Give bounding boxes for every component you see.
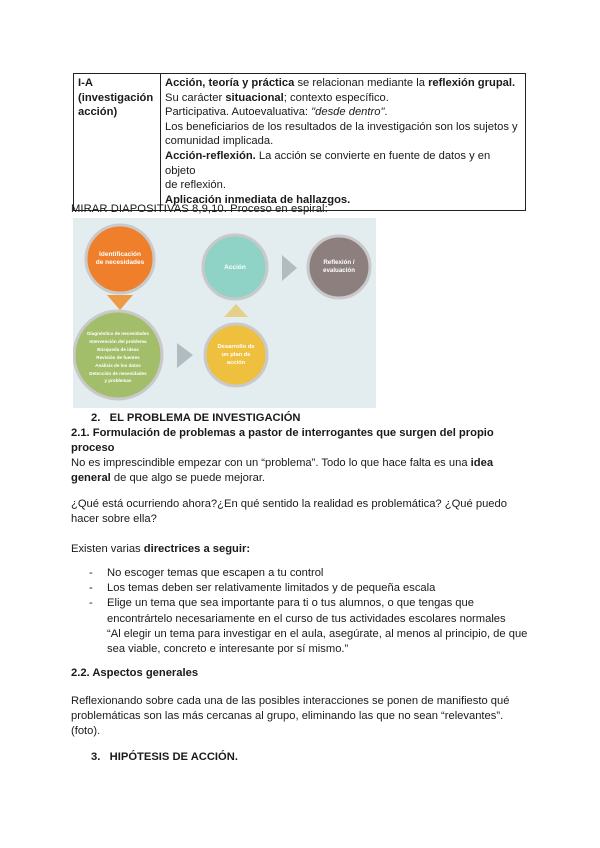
- title-line: proceso: [71, 442, 115, 455]
- circle-text: un plan de: [221, 352, 251, 358]
- circle-text: Revisión de fuentes: [96, 355, 140, 360]
- bold-text: directrices a seguir:: [143, 543, 251, 555]
- section-3-heading: [91, 750, 238, 765]
- plain-text: Su carácter: [165, 91, 226, 104]
- list-item: [71, 596, 551, 657]
- paragraph-line: problemáticas son las más cercanas al grupo, eliminando las que no sean “relevantes”.: [71, 710, 504, 723]
- paragraph-line: Reflexionando sobre cada una de las posibles interacciones se ponen de manifiesto qué: [71, 695, 510, 707]
- list-item-text: No escoger temas que escapen a tu control: [107, 567, 324, 579]
- paragraph-directrices: [71, 542, 250, 557]
- table-content-cell: [161, 74, 526, 211]
- circle-text: Acción: [224, 264, 246, 271]
- circle-text: Diagnóstico de necesidades: [87, 331, 149, 336]
- paragraph-line: hacer sobre ella?: [71, 513, 157, 526]
- bold-text: general: [71, 472, 111, 485]
- plain-text: .: [384, 106, 388, 119]
- directrices-list: [71, 566, 551, 657]
- table-row: [74, 74, 526, 211]
- circle-text: de necesidades: [95, 259, 145, 266]
- bold-text: Acción, teoría y práctica: [165, 77, 295, 89]
- plain-text: de que algo se puede mejorar.: [110, 472, 266, 485]
- paragraph-idea-general: [71, 456, 493, 486]
- table-line: [165, 149, 521, 178]
- list-item-text: sea viable, concreto e interesante por sí mismo.”: [107, 643, 349, 656]
- spiral-diagram: [73, 218, 376, 408]
- table-label-line: acción): [78, 106, 118, 119]
- dash-bullet: -: [89, 597, 93, 610]
- arrow-down-icon: [107, 295, 133, 310]
- paragraph-aspectos: [71, 694, 509, 740]
- paragraph-line: ¿Qué está ocurriendo ahora?¿En qué sentido la realidad es problemática? ¿Qué puedo: [71, 498, 507, 510]
- circle-text: y problemas: [104, 378, 132, 383]
- subsection-2-2-title: 2.2. Aspectos generales: [71, 667, 199, 679]
- list-item: [71, 581, 551, 596]
- table-line: comunidad implicada.: [165, 135, 274, 148]
- arrow-up-icon: [224, 304, 248, 317]
- circle-text: Reflexión /: [323, 259, 355, 266]
- arrow-right-icon: [177, 343, 193, 368]
- table-label-line: (investigación: [78, 91, 154, 104]
- plain-text: Participativa. Autoevaluativa:: [165, 106, 312, 119]
- section-number: 3.: [91, 751, 101, 763]
- dash-list: [71, 566, 551, 657]
- paragraph-line: [71, 456, 493, 471]
- plain-text: No es imprescindible empezar con un “problema”. Todo lo que hace falta es una: [71, 457, 471, 469]
- bold-text: Aplicación inmediata de hallazgos.: [165, 193, 351, 206]
- list-item-text: Los temas deben ser relativamente limitados y de pequeña escala: [107, 582, 436, 595]
- table-line: Los beneficiarios de los resultados de la investigación son los sujetos y: [165, 120, 518, 133]
- subsection-2-1-title: [71, 426, 494, 456]
- circle-text: Identificación: [99, 251, 141, 258]
- section-2-heading: [91, 411, 301, 426]
- circle-text: Detección de necesidades: [89, 371, 147, 376]
- italic-text: "desde dentro": [311, 106, 385, 119]
- table-line: de reflexión.: [165, 179, 226, 192]
- circle-text: Análisis de los datos: [95, 363, 141, 368]
- table-label-line: I-A: [78, 77, 93, 89]
- bold-text: situacional: [225, 91, 284, 104]
- list-item-text: “Al elegir un tema para investigar en el aula, asegúrate, al menos al principio, de que: [107, 627, 528, 640]
- circle-text: Intervención del problema: [89, 339, 147, 344]
- plain-text: se relacionan mediante la: [294, 77, 429, 89]
- paragraph-line: (foto).: [71, 725, 101, 738]
- title-line: 2.1. Formulación de problemas a pastor de interrogantes que surgen del propio: [71, 427, 494, 439]
- circle-text: Desarrollo de: [217, 344, 255, 350]
- dash-bullet: -: [89, 582, 93, 595]
- table-line: [165, 91, 521, 106]
- section-title: EL PROBLEMA DE INVESTIGACIÓN: [109, 412, 301, 424]
- plain-text: La acción se convierte en fuente de datos y en objeto: [165, 149, 491, 177]
- section-number: 2.: [91, 412, 101, 424]
- bold-text: Acción-reflexión.: [165, 149, 256, 162]
- paragraph-line: [71, 471, 493, 486]
- list-item-text: encontrártelo necesariamente en el curso de tus actividades escolares normales: [107, 612, 506, 625]
- spiral-process-figure: [73, 218, 376, 408]
- circle-text: evaluación: [323, 267, 355, 274]
- list-item: [71, 566, 551, 581]
- figure-caption: MIRAR DIAPOSITIVAS 8,9,10. Proceso en espiral:: [71, 203, 328, 215]
- circle-text: Búsqueda de ideas: [97, 347, 139, 352]
- section-title: HIPÓTESIS DE ACCIÓN.: [109, 751, 238, 763]
- bold-text: idea: [470, 457, 494, 469]
- paragraph-questions: [71, 497, 507, 527]
- ia-table: [73, 73, 526, 211]
- circle-text: acción: [226, 360, 246, 366]
- list-item-text: Elige un tema que sea importante para ti o tus alumnos, o que tengas que: [107, 597, 474, 610]
- table-label-cell: [74, 74, 161, 211]
- plain-text: Existen varias: [71, 543, 144, 555]
- plain-text: ; contexto específico.: [283, 91, 389, 104]
- arrow-right-icon: [282, 255, 297, 281]
- bold-text: reflexión grupal.: [428, 77, 516, 89]
- table-line: [165, 105, 521, 120]
- table-line: [165, 76, 521, 91]
- dash-bullet: -: [89, 567, 93, 579]
